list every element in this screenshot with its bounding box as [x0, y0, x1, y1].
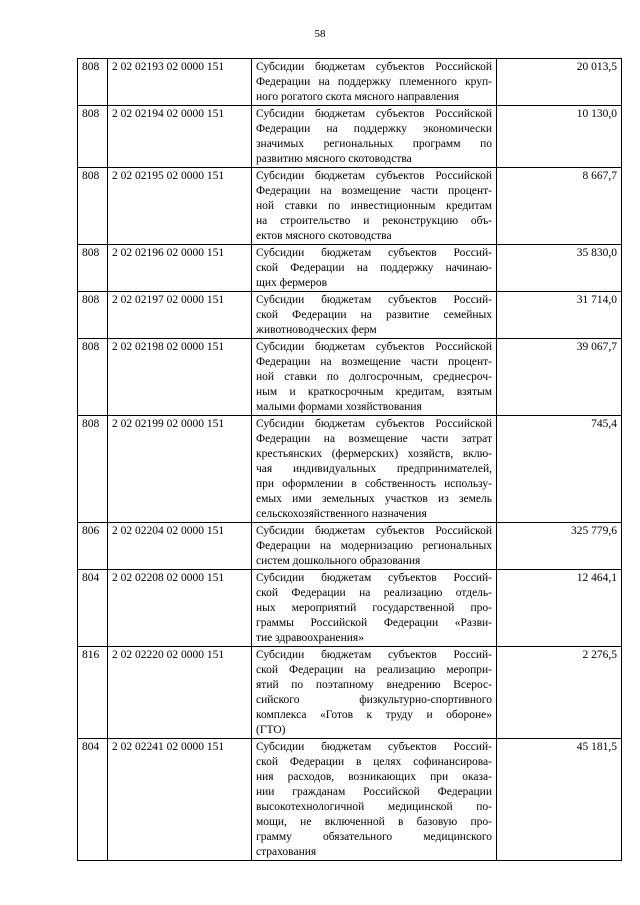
income-description-cell: [252, 339, 497, 416]
description-line: Федерации на поддержку экономически: [256, 123, 492, 135]
table-row: [78, 739, 622, 861]
admin-code-cell: 808: [78, 416, 108, 523]
description-line: тие здравоохранения»: [256, 632, 364, 644]
description-line: ной ставки по инвестиционным кредитам: [256, 200, 492, 212]
amount-cell: 2 276,5: [497, 647, 622, 739]
admin-code-cell: 816: [78, 647, 108, 739]
table-row: [78, 416, 622, 523]
description-line: ской Федерации на развитие семейных: [256, 309, 492, 321]
table-row: [78, 292, 622, 339]
admin-code-cell: 804: [78, 570, 108, 647]
amount-cell: 45 181,5: [497, 739, 622, 861]
description-line: систем дошкольного образования: [256, 555, 421, 567]
budget-classification-code-cell: 2 02 02199 02 0000 151: [108, 416, 252, 523]
table-row: [78, 168, 622, 245]
table-row: [78, 59, 622, 106]
amount-cell: 745,4: [497, 416, 622, 523]
description-line: ного рогатого скота мясного направления: [256, 91, 459, 103]
budget-table: [77, 58, 622, 861]
description-line: малыми формами хозяйствования: [256, 401, 422, 413]
amount-cell: 10 130,0: [497, 106, 622, 168]
budget-classification-code-cell: 2 02 02194 02 0000 151: [108, 106, 252, 168]
description-line: Субсидии бюджетам субъектов Россий-: [256, 247, 492, 259]
description-line: на строительство и реконструкцию объ-: [256, 215, 492, 227]
budget-classification-code-cell: 2 02 02197 02 0000 151: [108, 292, 252, 339]
budget-classification-code-cell: 2 02 02198 02 0000 151: [108, 339, 252, 416]
description-line: Федерации на возмещение части затрат: [256, 433, 492, 445]
admin-code-cell: 804: [78, 739, 108, 861]
description-line: Субсидии бюджетам субъектов Россий-: [256, 741, 492, 753]
description-line: ной ставки по долгосрочным, среднесроч-: [256, 371, 492, 383]
description-line: граммы Российской Федерации «Разви-: [256, 617, 492, 629]
income-description-cell: [252, 416, 497, 523]
description-line: комплекса «Готов к труду и обороне»: [256, 709, 492, 721]
description-line: (ГТО): [256, 724, 286, 736]
description-line: Федерации на возмещение части процент-: [256, 185, 492, 197]
table-row: [78, 339, 622, 416]
admin-code-cell: 808: [78, 245, 108, 292]
income-description-cell: [252, 106, 497, 168]
description-line: сийского физкультурно-спортивного: [256, 694, 492, 706]
description-line: животноводческих ферм: [256, 324, 377, 336]
table-row: [78, 245, 622, 292]
income-description-cell: [252, 739, 497, 861]
description-line: ектов мясного скотоводства: [256, 230, 392, 242]
amount-cell: 31 714,0: [497, 292, 622, 339]
page-number: 58: [314, 28, 326, 40]
admin-code-cell: 808: [78, 59, 108, 106]
description-line: ской Федерации на реализацию меропри-: [256, 664, 492, 676]
description-line: емых ими земельных участков из земель: [256, 493, 492, 505]
description-line: мощи, не включенной в базовую про-: [256, 816, 492, 828]
amount-cell: 20 013,5: [497, 59, 622, 106]
admin-code-cell: 808: [78, 339, 108, 416]
description-line: ской Федерации в целях софинансирова-: [256, 756, 492, 768]
description-line: нии гражданам Российской Федерации: [256, 786, 492, 798]
description-line: грамму обязательного медицинского: [256, 831, 492, 843]
income-description-cell: [252, 168, 497, 245]
description-line: ятий по поэтапному внедрению Всерос-: [256, 679, 492, 691]
description-line: значимых региональных программ по: [256, 138, 492, 150]
description-line: Субсидии бюджетам субъектов Россий-: [256, 649, 492, 661]
amount-cell: 39 067,7: [497, 339, 622, 416]
description-line: Субсидии бюджетам субъектов Российской: [256, 525, 492, 537]
amount-cell: 8 667,7: [497, 168, 622, 245]
income-description-cell: [252, 647, 497, 739]
income-description-cell: [252, 523, 497, 570]
table-row: [78, 570, 622, 647]
admin-code-cell: 808: [78, 168, 108, 245]
description-line: высокотехнологичной медицинской по-: [256, 801, 492, 813]
description-line: страхования: [256, 846, 317, 858]
budget-classification-code-cell: 2 02 02204 02 0000 151: [108, 523, 252, 570]
description-line: сельскохозяйственного назначения: [256, 508, 427, 520]
description-line: чая индивидуальных предпринимателей,: [256, 463, 492, 475]
admin-code-cell: 808: [78, 106, 108, 168]
table-row: [78, 523, 622, 570]
amount-cell: 12 464,1: [497, 570, 622, 647]
description-line: Федерации на возмещение части процент-: [256, 356, 492, 368]
description-line: ской Федерации на поддержку начинаю-: [256, 262, 492, 274]
description-line: Субсидии бюджетам субъектов Россий-: [256, 572, 492, 584]
description-line: Субсидии бюджетам субъектов Российской: [256, 418, 492, 430]
description-line: ской Федерации на реализацию отдель-: [256, 587, 492, 599]
budget-classification-code-cell: 2 02 02220 02 0000 151: [108, 647, 252, 739]
description-line: Субсидии бюджетам субъектов Россий-: [256, 294, 492, 306]
table-body: [78, 59, 622, 861]
income-description-cell: [252, 59, 497, 106]
income-description-cell: [252, 570, 497, 647]
budget-classification-code-cell: 2 02 02195 02 0000 151: [108, 168, 252, 245]
description-line: щих фермеров: [256, 277, 328, 289]
table-row: [78, 647, 622, 739]
description-line: ния расходов, возникающих при оказа-: [256, 771, 492, 783]
budget-classification-code-cell: 2 02 02196 02 0000 151: [108, 245, 252, 292]
description-line: Субсидии бюджетам субъектов Российской: [256, 61, 492, 73]
budget-classification-code-cell: 2 02 02193 02 0000 151: [108, 59, 252, 106]
budget-classification-code-cell: 2 02 02208 02 0000 151: [108, 570, 252, 647]
admin-code-cell: 808: [78, 292, 108, 339]
description-line: развитию мясного скотоводства: [256, 153, 412, 165]
amount-cell: 35 830,0: [497, 245, 622, 292]
table-row: [78, 106, 622, 168]
income-description-cell: [252, 245, 497, 292]
description-line: Субсидии бюджетам субъектов Российской: [256, 170, 492, 182]
budget-classification-code-cell: 2 02 02241 02 0000 151: [108, 739, 252, 861]
amount-cell: 325 779,6: [497, 523, 622, 570]
description-line: при оформлении в собственность использу-: [256, 478, 492, 490]
admin-code-cell: 806: [78, 523, 108, 570]
description-line: Федерации на модернизацию региональных: [256, 540, 492, 552]
description-line: ных мероприятий государственной про-: [256, 602, 492, 614]
description-line: Субсидии бюджетам субъектов Российской: [256, 341, 492, 353]
description-line: крестьянских (фермерских) хозяйств, вклю-: [256, 448, 492, 460]
description-line: Федерации на поддержку племенного круп-: [256, 76, 492, 88]
income-description-cell: [252, 292, 497, 339]
description-line: Субсидии бюджетам субъектов Российской: [256, 108, 492, 120]
description-line: ным и краткосрочным кредитам, взятым: [256, 386, 492, 398]
